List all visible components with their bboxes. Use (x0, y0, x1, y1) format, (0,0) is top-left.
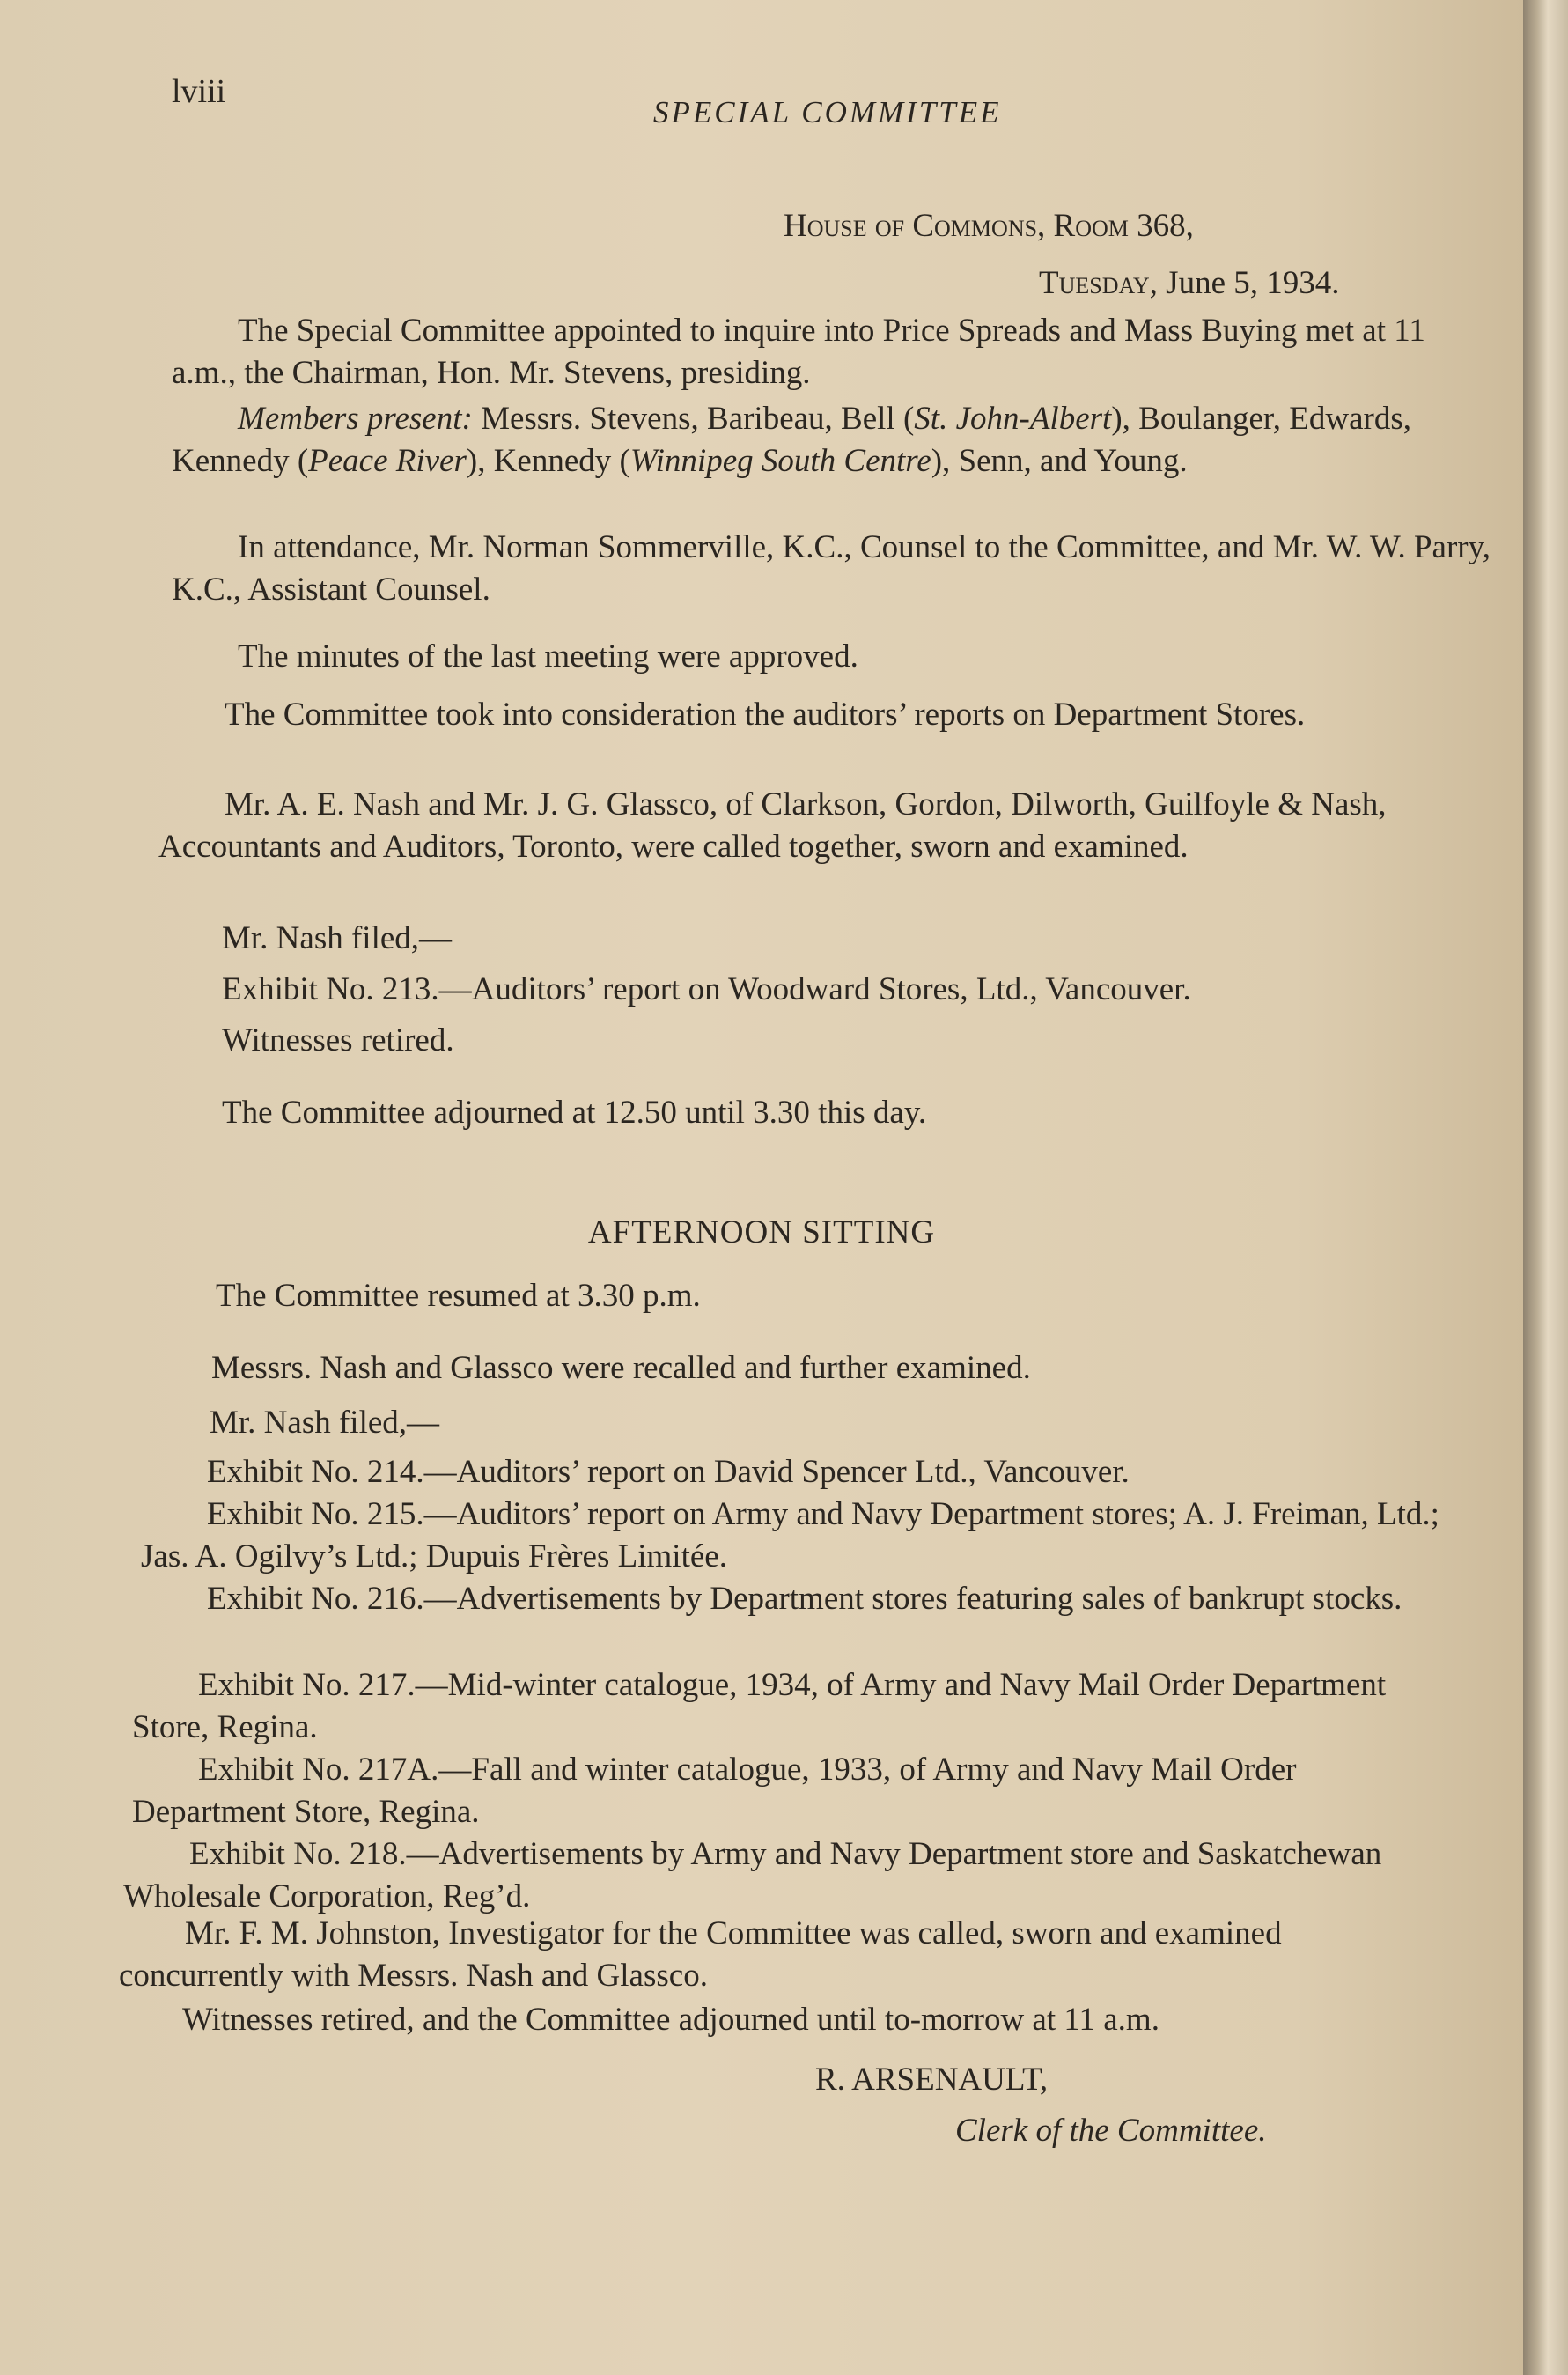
page-number: lviii (172, 73, 226, 110)
book-gutter (1523, 0, 1568, 2375)
paragraph-consideration: The Committee took into consideration the auditors’ reports on Department Stores. (225, 697, 1306, 733)
meeting-date-text: June 5, 1934. (1157, 265, 1340, 301)
paragraph-filed-afternoon: Mr. Nash filed,— (210, 1405, 440, 1441)
afternoon-heading: AFTERNOON SITTING (587, 1214, 936, 1250)
signatory-name: R. ARSENAULT, (815, 2062, 1049, 2098)
paragraph-recalled: Messrs. Nash and Glassco were recalled and further examined. (211, 1350, 1031, 1386)
riding-2: Peace River (308, 443, 467, 479)
paragraph-resumed: The Committee resumed at 3.30 p.m. (216, 1278, 701, 1314)
paragraph-attendance: In attendance, Mr. Norman Sommerville, K.C., Counsel to the Committee, and Mr. W. W. Parry, K.C., Assistant Counsel. (172, 529, 1491, 608)
paragraph-final-adjourned: Witnesses retired, and the Committee adjourned until to-morrow at 11 a.m. (182, 2002, 1159, 2038)
paragraph-members-present (172, 398, 1492, 483)
meeting-place: House of Commons, Room 368, (784, 208, 1194, 244)
paragraph-filed: Mr. Nash filed,— (222, 920, 453, 956)
riding-1: St. John-Albert (914, 401, 1112, 437)
running-title: SPECIAL COMMITTEE (653, 95, 1002, 129)
members-present-label: Members present: (238, 401, 473, 437)
members-text-b: ), Boulanger, Edwards, Kennedy ( (172, 401, 1411, 479)
exhibit-213: Exhibit No. 213.—Auditors’ report on Woodward Stores, Ltd., Vancouver. (222, 971, 1191, 1007)
paragraph-adjourned: The Committee adjourned at 12.50 until 3.30 this day. (222, 1095, 927, 1131)
members-text-d: ), Senn, and Young. (931, 443, 1188, 479)
paragraph-witnesses-retired: Witnesses retired. (222, 1022, 454, 1058)
signatory-title: Clerk of the Committee. (955, 2113, 1267, 2149)
paragraph-johnston: Mr. F. M. Johnston, Investigator for the Committee was called, sworn and examined concurrently with Messrs. Nash and Glassco. (119, 1915, 1282, 1994)
exhibit-214: Exhibit No. 214.—Auditors’ report on David Spencer Ltd., Vancouver. (207, 1454, 1130, 1490)
paragraph-witnesses: Mr. A. E. Nash and Mr. J. G. Glassco, of Clarkson, Gordon, Dilworth, Guilfoyle & Nash, Accountants and Auditors, Toronto, were called together, sworn and examined. (158, 786, 1387, 865)
exhibit-218: Exhibit No. 218.—Advertisements by Army and Navy Department store and Saskatchewan Wholesale Corporation, Reg’d. (123, 1836, 1382, 1914)
meeting-day: Tuesday, (1039, 265, 1158, 301)
riding-3: Winnipeg South Centre (629, 443, 931, 479)
paragraph-minutes: The minutes of the last meeting were approved. (238, 638, 858, 675)
paragraph-opening: The Special Committee appointed to inquire into Price Spreads and Mass Buying met at 11 a.m., the Chairman, Hon. Mr. Stevens, presiding. (172, 313, 1425, 391)
exhibit-217a: Exhibit No. 217A.—Fall and winter catalogue, 1933, of Army and Navy Mail Order Department Store, Regina. (132, 1752, 1297, 1830)
exhibit-217: Exhibit No. 217.—Mid-winter catalogue, 1934, of Army and Navy Mail Order Department Store, Regina. (132, 1667, 1387, 1745)
exhibit-216: Exhibit No. 216.—Advertisements by Department stores featuring sales of bankrupt stocks. (207, 1581, 1402, 1617)
members-text-c: ), Kennedy ( (466, 443, 630, 479)
members-text-a: Messrs. Stevens, Baribeau, Bell ( (472, 401, 915, 437)
meeting-date (1039, 264, 1340, 302)
exhibit-215: Exhibit No. 215.—Auditors’ report on Army and Navy Department stores; A. J. Freiman, Ltd.; Jas. A. Ogilvy’s Ltd.; Dupuis Frères Limitée. (141, 1496, 1439, 1575)
